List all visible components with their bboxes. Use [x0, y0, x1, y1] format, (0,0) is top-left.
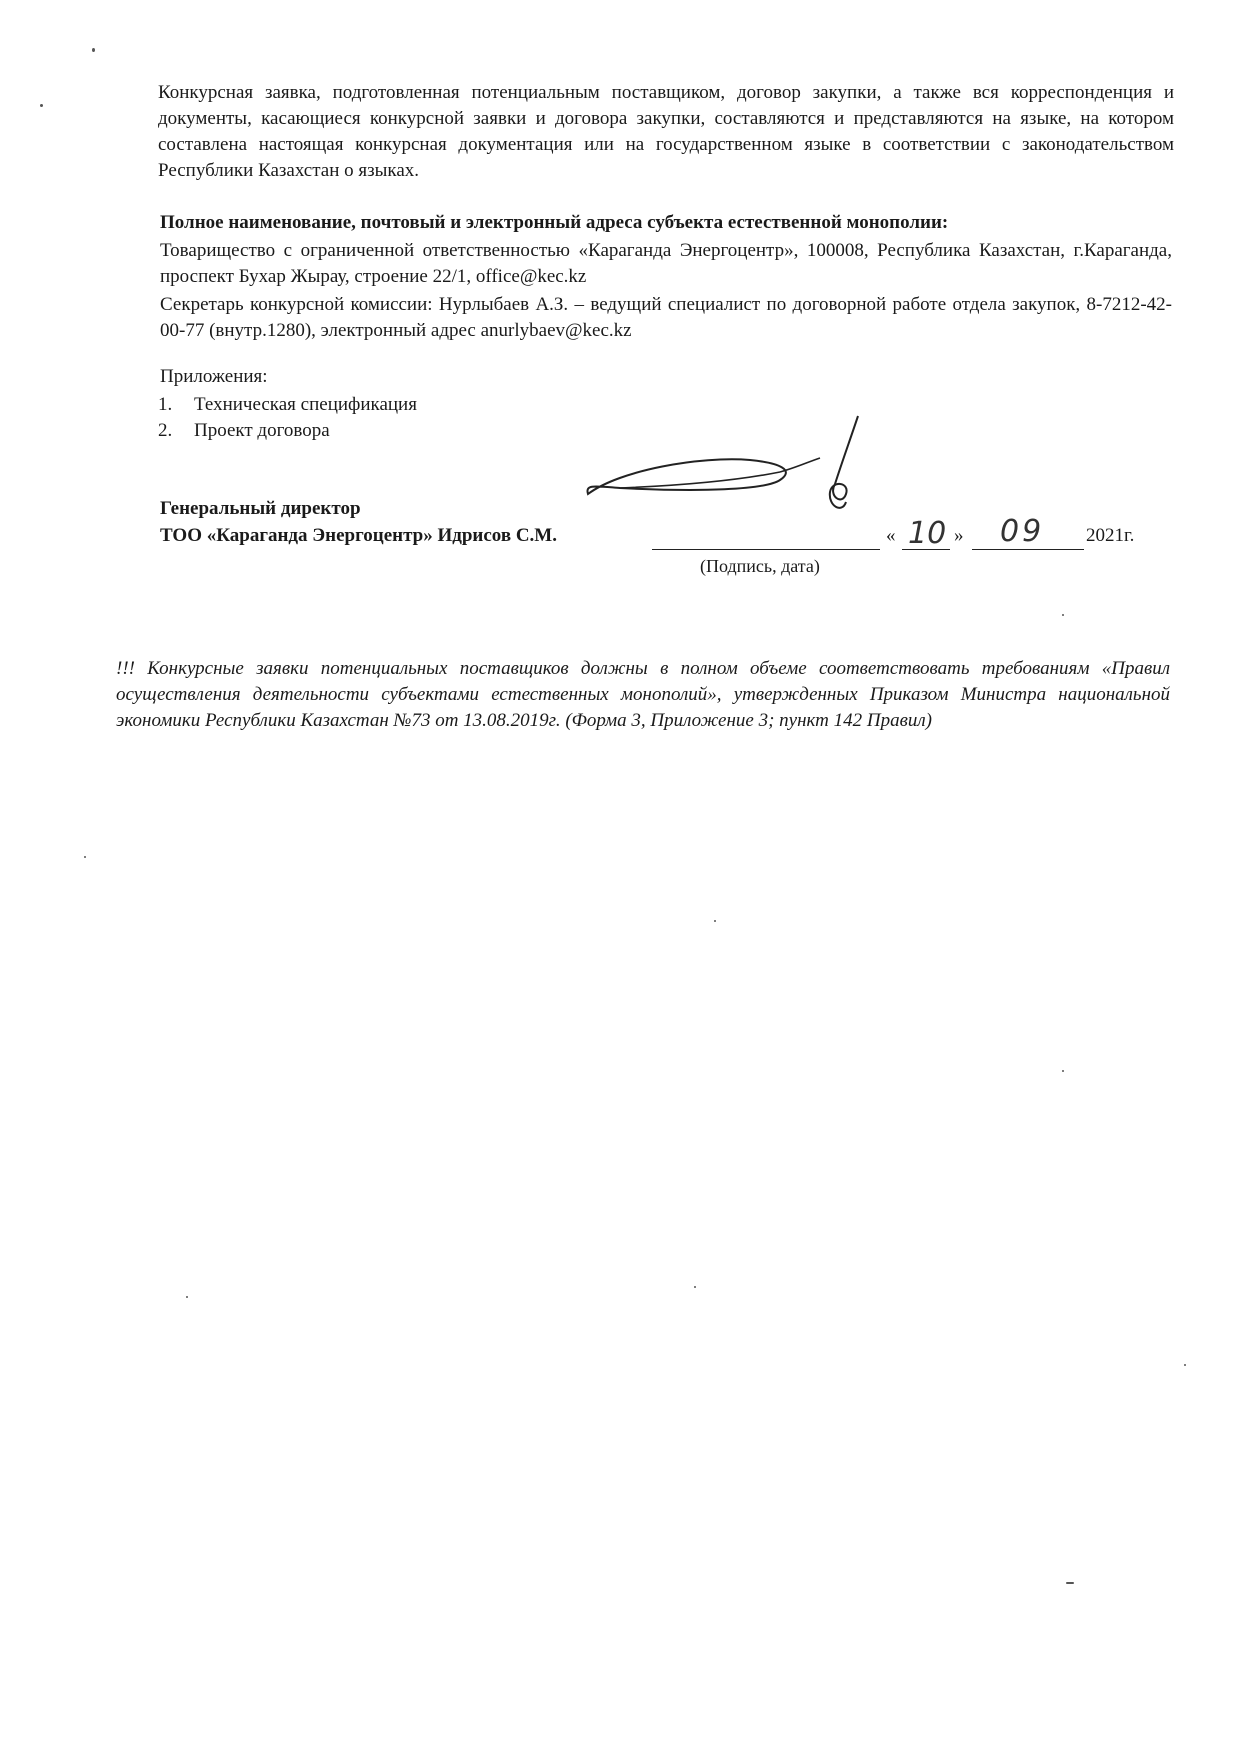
date-day: 10	[908, 516, 947, 551]
language-paragraph	[158, 80, 1174, 184]
handwritten-signature	[580, 410, 880, 520]
scan-speck	[694, 1286, 696, 1288]
date-close-quote: »	[954, 525, 964, 546]
date-year: 2021г.	[1086, 525, 1135, 546]
date-open-quote: «	[886, 525, 896, 546]
list-item-label: Проект договора	[194, 420, 330, 441]
contact-heading: Полное наименование, почтовый и электронный адреса субъекта естественной монополии:	[160, 212, 949, 233]
list-item-number: 1.	[158, 394, 173, 415]
company-details: Товарищество с ограниченной ответственностью «Караганда Энергоцентр», 100008, Республика Казахстан, г.Караганда, проспект Бухар Жырау, строение 22/1, office@kec.kz	[160, 240, 1172, 287]
language-paragraph-text: Конкурсная заявка, подготовленная потенциальным поставщиком, договор закупки, а также вся корреспонденция и документы, касающиеся конкурсной заявки и договора закупки, составляются и представляются на языке, на котором составлена настоящая конкурсная документация или на государственном языке в соответствии с законодательством Республики Казахстан о языках.	[158, 82, 1174, 181]
secretary-details: Секретарь конкурсной комиссии: Нурлыбаев А.З. – ведущий специалист по договорной работе отдела закупок, 8-7212-42-00-77 (внутр.1280), электронный адрес anurlybaev@kec.kz	[160, 294, 1172, 341]
date-month-underline	[972, 549, 1084, 550]
date-month: 09	[1000, 514, 1045, 549]
list-item-label: Техническая спецификация	[194, 394, 417, 415]
scan-speck	[186, 1296, 188, 1298]
list-item	[158, 418, 417, 444]
list-item	[158, 392, 417, 418]
scan-speck	[92, 48, 95, 52]
scan-speck	[1184, 1364, 1186, 1366]
signature-caption: (Подпись, дата)	[700, 556, 820, 576]
scan-speck	[1066, 1582, 1074, 1584]
appendices-title: Приложения:	[160, 366, 268, 387]
signature-underline	[652, 549, 880, 550]
director-title: Генеральный директор	[160, 498, 361, 519]
footnote: !!! Конкурсные заявки потенциальных поставщиков должны в полном объеме соответствовать требованиям «Правил осуществления деятельности субъектами естественных монополий», утвержденных Приказом Министра национальной экономики Республики Казахстан №73 от 13.08.2019г. (Форма 3, Приложение 3; пункт 142 Правил)	[116, 658, 1170, 731]
scan-speck	[1062, 1070, 1064, 1072]
director-name-line: ТОО «Караганда Энергоцентр» Идрисов С.М.	[160, 525, 557, 546]
appendices-list	[158, 392, 417, 444]
scan-speck	[84, 856, 86, 858]
scan-speck	[714, 920, 716, 922]
scan-speck	[1062, 614, 1064, 616]
scan-speck	[40, 104, 43, 107]
list-item-number: 2.	[158, 420, 173, 441]
